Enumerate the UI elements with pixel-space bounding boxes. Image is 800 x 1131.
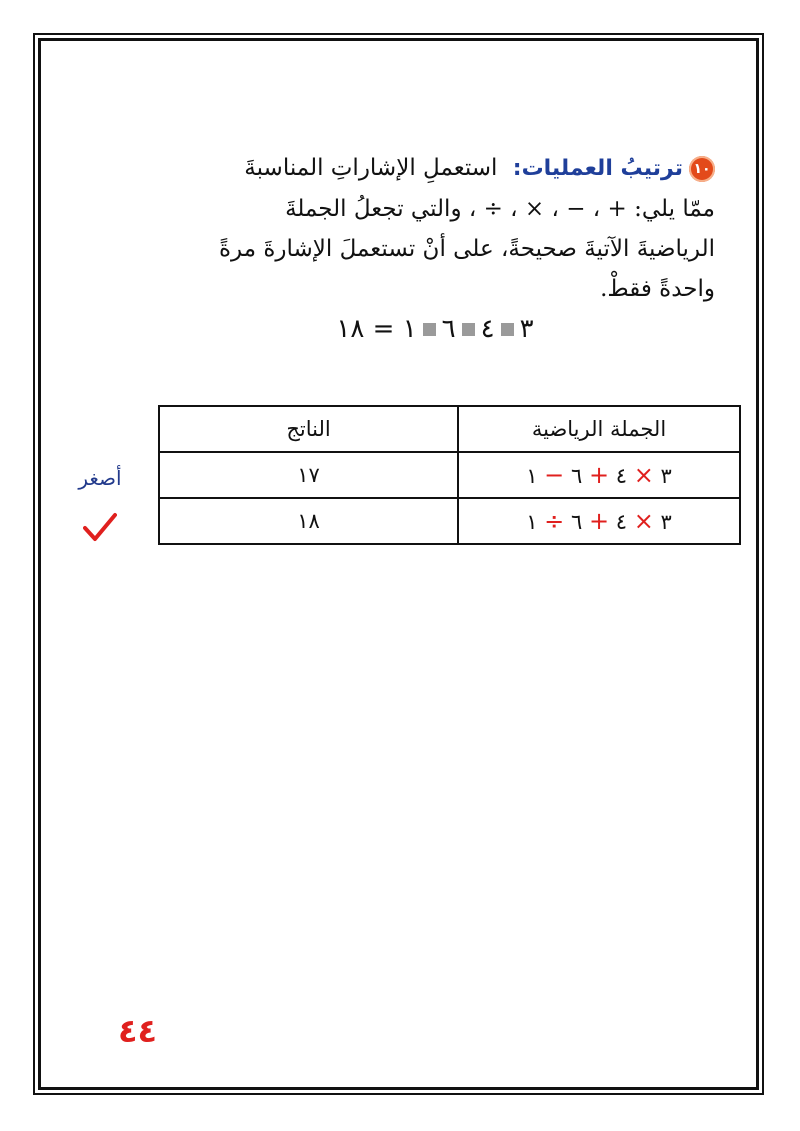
problem-line-2: ممّا يلي: + ، − ، × ، ÷ ، والتي تجعلُ الجملةَ: [285, 196, 715, 222]
problem-line-1: [180, 148, 715, 189]
operator: +: [588, 461, 610, 489]
operator: ÷: [544, 507, 565, 535]
row-number: ١: [526, 464, 538, 488]
table-row: [159, 452, 740, 498]
result-cell: ١٨: [159, 498, 458, 544]
table-row: [159, 498, 740, 544]
row-number: ٦: [570, 510, 583, 534]
problem-line-4: واحدةً فقطْ.: [600, 276, 715, 302]
equation-number-3: ٦: [441, 314, 456, 344]
blank-box: [462, 323, 475, 336]
problem-number-badge: ١٠: [689, 156, 715, 182]
header-result: الناتج: [159, 406, 458, 452]
problem-topic: ترتيبُ العمليات:: [512, 156, 683, 181]
problem-line-1-text: استعملِ الإشاراتِ المناسبةَ: [244, 155, 498, 181]
row-number: ٦: [570, 464, 583, 488]
row-number: ٤: [615, 510, 628, 534]
header-sentence: الجملة الرياضية: [458, 406, 740, 452]
problem-line-3: الرياضيةَ الآتيةَ صحيحةً، على أنْ تستعملَ الإشارةَ مرةً: [218, 236, 715, 262]
equation-equals: =: [372, 314, 395, 344]
equation-number-1: ٣: [519, 314, 534, 344]
operator: −: [544, 461, 565, 489]
row-number: ٣: [660, 510, 672, 534]
table-header-row: [159, 406, 740, 452]
operator: ×: [633, 507, 654, 535]
operator: +: [588, 507, 610, 535]
page-number: ٤٤: [118, 1012, 158, 1050]
operator: ×: [633, 461, 654, 489]
smaller-note: أصغر: [78, 466, 122, 490]
problem-text: [180, 148, 715, 309]
equation-number-4: ١: [402, 314, 417, 344]
row-number: ١: [526, 510, 538, 534]
blank-box: [423, 323, 436, 336]
equation-result: ١٨: [336, 314, 365, 344]
result-cell: ١٧: [159, 452, 458, 498]
equation: [320, 314, 550, 344]
results-table: [158, 405, 741, 545]
equation-number-2: ٤: [480, 314, 495, 344]
blank-box: [501, 323, 514, 336]
sentence-cell: [458, 498, 740, 544]
row-number: ٣: [660, 464, 672, 488]
row-number: ٤: [615, 464, 628, 488]
checkmark-icon: [83, 512, 117, 542]
sentence-cell: [458, 452, 740, 498]
